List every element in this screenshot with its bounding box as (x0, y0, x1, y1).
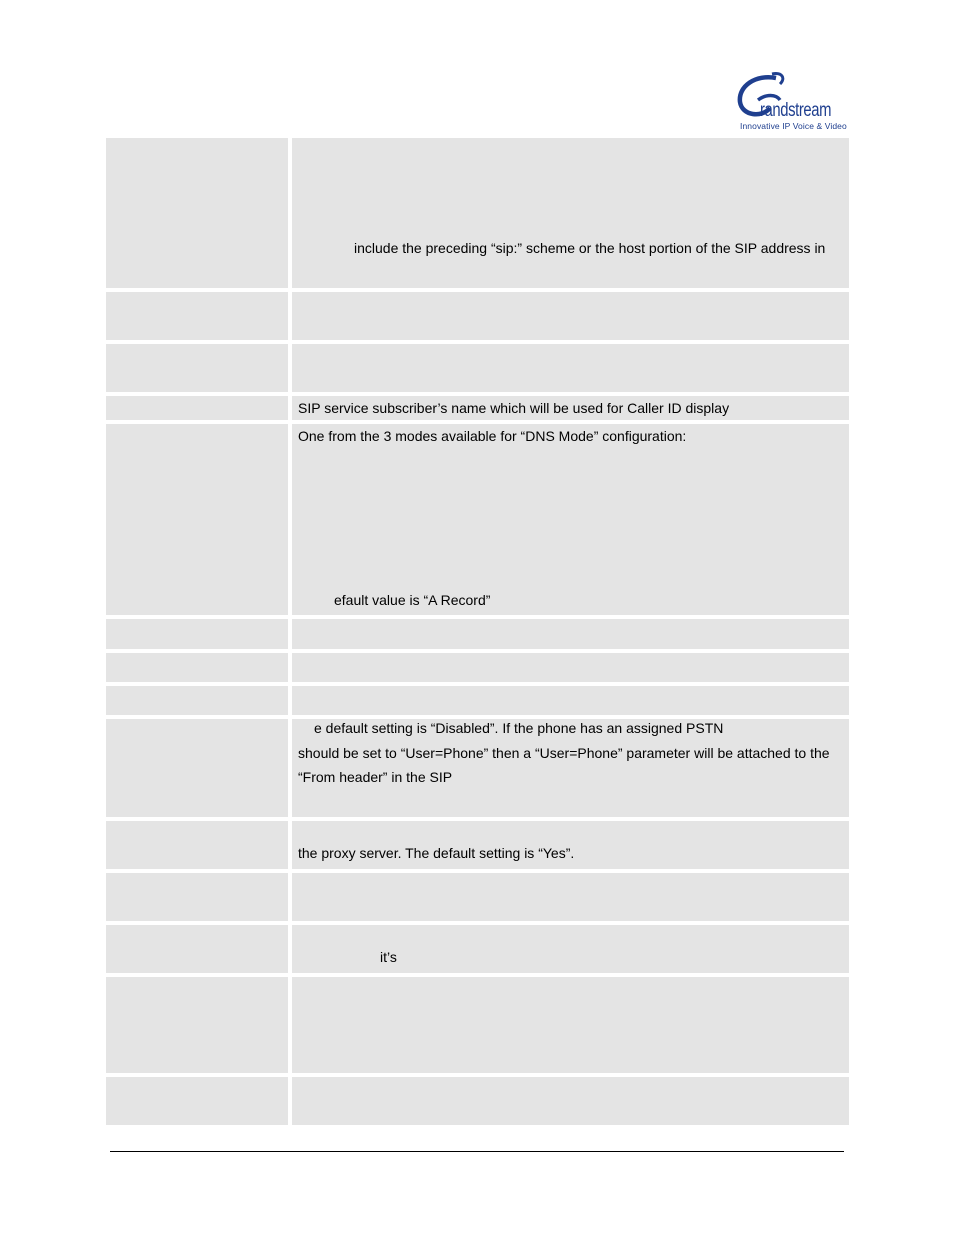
description-text: “From header” in the SIP (298, 769, 453, 785)
settings-table (106, 138, 849, 1128)
field-name-cell (106, 686, 288, 715)
description-text: e default setting is “Disabled”. If the phone has an assigned PSTN (314, 720, 724, 736)
table-row (106, 424, 849, 615)
field-description-cell (292, 686, 849, 715)
table-row (106, 292, 849, 340)
table-row (106, 925, 849, 973)
description-text: SIP service subscriber’s name which will be used for Caller ID display (298, 400, 730, 416)
field-description-cell (292, 396, 849, 420)
table-row (106, 719, 849, 817)
field-description-cell (292, 873, 849, 921)
field-name-cell (106, 873, 288, 921)
table-row (106, 396, 849, 420)
description-text: efault value is “A Record” (334, 592, 491, 608)
field-description-cell (292, 977, 849, 1073)
field-name-cell (106, 292, 288, 340)
logo-wordmark: randstream (760, 100, 832, 121)
table-row (106, 686, 849, 715)
field-description-cell (292, 292, 849, 340)
field-name-cell (106, 424, 288, 615)
field-description-cell (292, 653, 849, 682)
field-description-cell (292, 138, 849, 288)
table-row (106, 344, 849, 392)
field-name-cell (106, 977, 288, 1073)
description-text: the proxy server. The default setting is “Yes”. (298, 845, 575, 861)
table-row (106, 821, 849, 869)
field-name-cell (106, 821, 288, 869)
field-name-cell (106, 396, 288, 420)
table-row (106, 1077, 849, 1125)
field-name-cell (106, 138, 288, 288)
field-name-cell (106, 653, 288, 682)
field-name-cell (106, 344, 288, 392)
field-name-cell (106, 925, 288, 973)
description-text: One from the 3 modes available for “DNS Mode” configuration: (298, 428, 687, 444)
logo-tagline: Innovative IP Voice & Video (740, 121, 847, 131)
field-name-cell (106, 619, 288, 649)
table-row (106, 653, 849, 682)
field-description-cell (292, 1077, 849, 1125)
field-description-cell (292, 344, 849, 392)
field-description-cell (292, 619, 849, 649)
description-text: it’s (380, 949, 397, 965)
table-row (106, 619, 849, 649)
field-description-cell (292, 719, 849, 817)
field-description-cell (292, 821, 849, 869)
table-row (106, 138, 849, 288)
description-text: should be set to “User=Phone” then a “User=Phone” parameter will be attached to the (298, 745, 830, 761)
field-name-cell (106, 1077, 288, 1125)
table-row (106, 873, 849, 921)
footer-divider (110, 1151, 844, 1152)
field-name-cell (106, 719, 288, 817)
field-description-cell (292, 925, 849, 973)
table-row (106, 977, 849, 1073)
description-text: include the preceding “sip:” scheme or the host portion of the SIP address in (354, 240, 826, 256)
field-description-cell (292, 424, 849, 615)
